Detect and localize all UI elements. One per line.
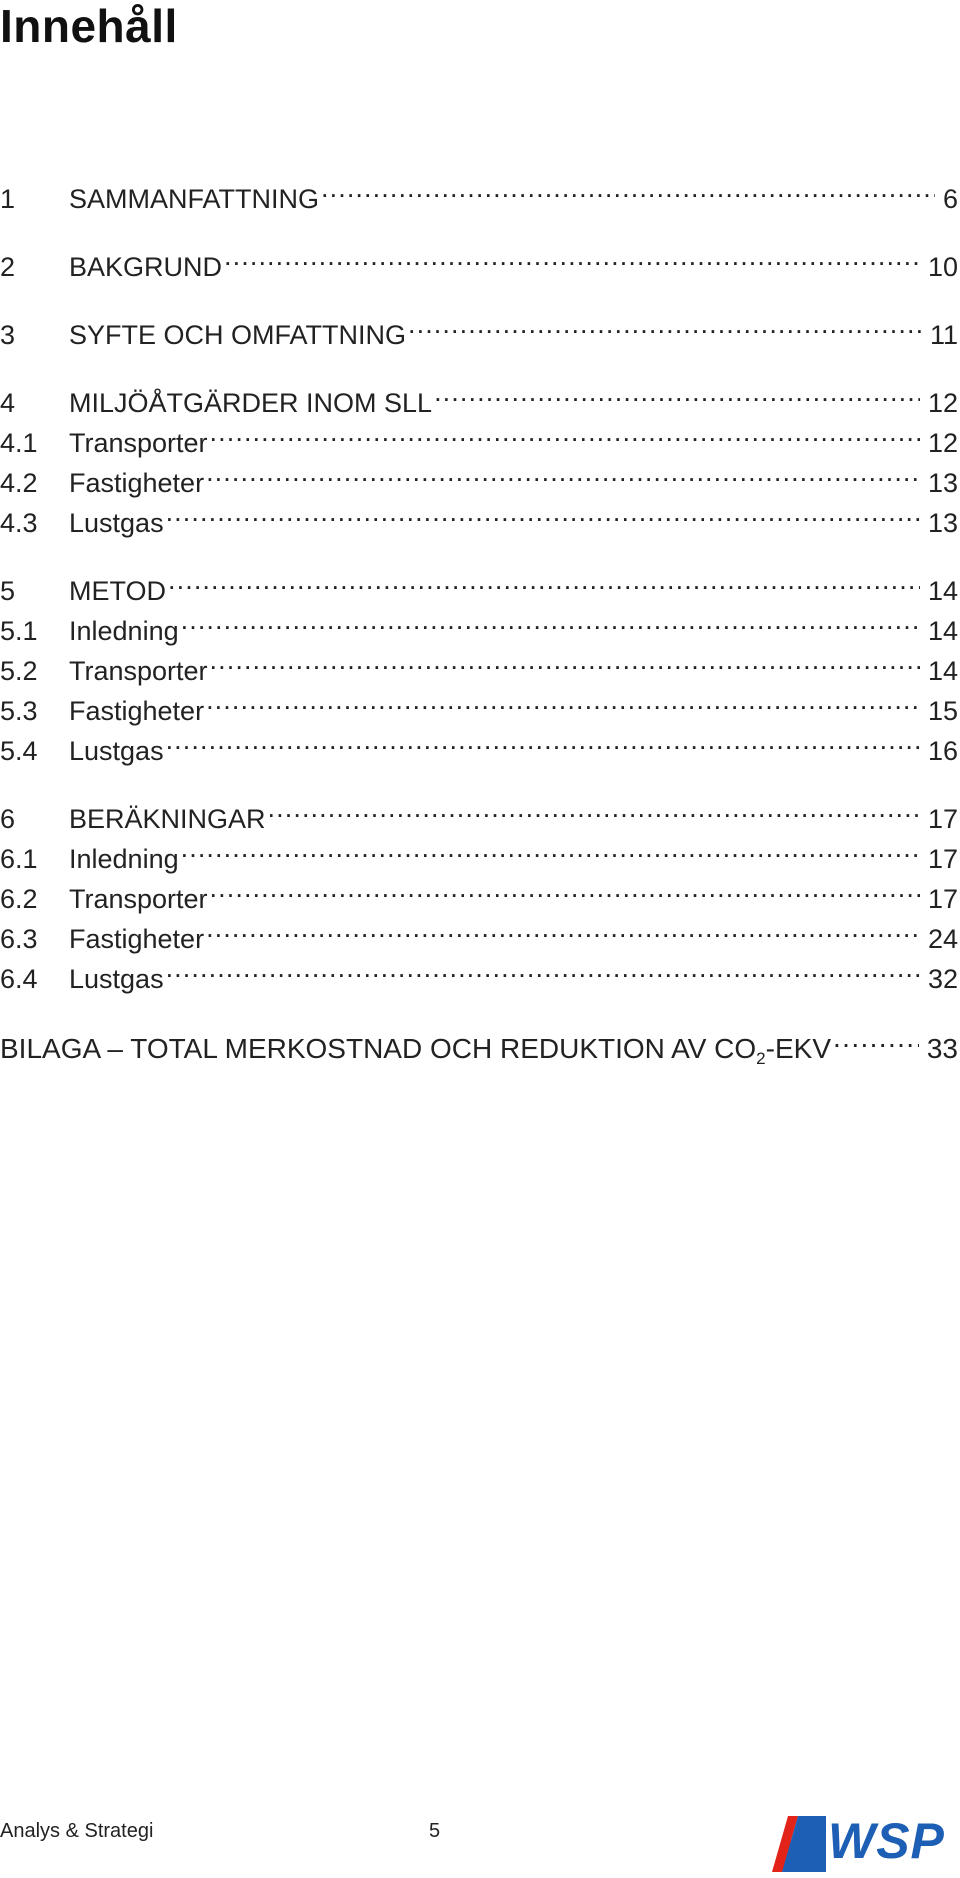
toc-entry-label: Fastigheter (69, 463, 204, 503)
toc-entry-label: Lustgas (69, 731, 164, 771)
toc-dot-leader (208, 640, 920, 680)
toc-entry-number: 6.4 (0, 964, 38, 994)
toc-appendix-page-number: 33 (919, 1029, 958, 1069)
toc-entry-page-number: 17 (920, 879, 958, 919)
toc-dot-leader (204, 680, 920, 720)
toc-dot-leader (432, 372, 920, 412)
toc-entry-label: Inledning (69, 839, 179, 879)
toc-entry[interactable] (0, 372, 958, 418)
toc-entry-label: Transporter (69, 423, 208, 463)
toc-entry-label: METOD (69, 571, 166, 611)
toc-entry[interactable] (0, 560, 958, 606)
toc-entry-label: BAKGRUND (69, 247, 222, 287)
toc-entry[interactable] (0, 492, 958, 538)
toc-dot-leader (319, 168, 935, 208)
toc-entry-page-number: 6 (935, 179, 958, 219)
footer-company-unit: Analys & Strategi (0, 1820, 154, 1842)
toc-entry-number: 2 (0, 252, 16, 282)
toc-appendix-label-main: BILAGA – TOTAL MERKOSTNAD OCH REDUKTION AV CO (0, 1033, 757, 1064)
toc-appendix-label (0, 1029, 831, 1073)
toc-entry[interactable] (0, 948, 958, 994)
footer-page-number: 5 (429, 1820, 441, 1842)
toc-entry-label: SAMMANFATTNING (69, 179, 319, 219)
toc-entry[interactable] (0, 236, 958, 282)
toc-entry[interactable] (0, 908, 958, 954)
toc-entry[interactable] (0, 600, 958, 646)
toc-entry-number: 5 (0, 576, 16, 606)
toc-entry[interactable] (0, 788, 958, 834)
toc-dot-leader (208, 868, 920, 908)
toc-entry[interactable] (0, 412, 958, 458)
toc-entry-page-number: 15 (920, 691, 958, 731)
page-title: Innehåll (0, 0, 178, 52)
toc-entry-number: 6.2 (0, 884, 38, 914)
toc-dot-leader (166, 560, 920, 600)
toc-entry-number: 1 (0, 184, 16, 214)
toc-entry-page-number: 17 (920, 799, 958, 839)
wsp-logo-mark-icon (768, 1812, 830, 1874)
toc-entry-label: Fastigheter (69, 919, 204, 959)
toc-entry-page-number: 16 (920, 731, 958, 771)
toc-entry-label: Fastigheter (69, 691, 204, 731)
toc-entry[interactable] (0, 640, 958, 686)
toc-entry-page-number: 24 (920, 919, 958, 959)
toc-dot-leader (208, 412, 920, 452)
toc-entry-number: 6 (0, 804, 16, 834)
toc-entry-number: 4.3 (0, 508, 38, 538)
wsp-logo (768, 1812, 960, 1874)
toc-dot-leader (164, 948, 920, 988)
toc-entry-number: 4.2 (0, 468, 38, 498)
toc-entry-label: Lustgas (69, 503, 164, 543)
table-of-contents (0, 168, 958, 1068)
toc-entry[interactable] (0, 452, 958, 498)
toc-dot-leader (204, 908, 920, 948)
toc-entry-label: SYFTE OCH OMFATTNING (69, 315, 406, 355)
toc-dot-leader (266, 788, 920, 828)
toc-dot-leader (179, 600, 920, 640)
toc-entry-number: 3 (0, 320, 16, 350)
toc-entry-page-number: 32 (920, 959, 958, 999)
toc-entry[interactable] (0, 828, 958, 874)
toc-entry[interactable] (0, 720, 958, 766)
toc-entry-appendix[interactable] (0, 1018, 958, 1068)
toc-entry-label: Transporter (69, 651, 208, 691)
toc-entry[interactable] (0, 168, 958, 214)
toc-entry-number: 4 (0, 388, 16, 418)
toc-entry-number: 5.4 (0, 736, 38, 766)
toc-entry-number: 5.1 (0, 616, 38, 646)
toc-dot-leader (179, 828, 920, 868)
toc-entry-number: 6.3 (0, 924, 38, 954)
toc-entry-page-number: 14 (920, 571, 958, 611)
toc-entry-page-number: 13 (920, 463, 958, 503)
toc-entry-page-number: 11 (922, 315, 958, 355)
toc-entry-number: 5.3 (0, 696, 38, 726)
toc-entry-number: 5.2 (0, 656, 38, 686)
toc-entry-label: Transporter (69, 879, 208, 919)
toc-entry-page-number: 14 (920, 651, 958, 691)
toc-entry-page-number: 14 (920, 611, 958, 651)
toc-dot-leader (204, 452, 920, 492)
toc-dot-leader (406, 304, 922, 344)
toc-entry-page-number: 17 (920, 839, 958, 879)
toc-entry-page-number: 13 (920, 503, 958, 543)
toc-entry-label: BERÄKNINGAR (69, 799, 266, 839)
toc-entry[interactable] (0, 304, 958, 350)
toc-dot-leader (831, 1018, 919, 1058)
toc-entry-number: 6.1 (0, 844, 38, 874)
toc-appendix-label-tail: -EKV (765, 1033, 831, 1064)
wsp-logo-text: WSP (828, 1813, 945, 1869)
toc-entry-label: MILJÖÅTGÄRDER INOM SLL (69, 383, 432, 423)
toc-entry[interactable] (0, 680, 958, 726)
toc-dot-leader (164, 492, 920, 532)
toc-dot-leader (222, 236, 920, 276)
toc-appendix-label-subscript: 2 (756, 1049, 766, 1068)
toc-entry-page-number: 10 (920, 247, 958, 287)
toc-entry-label: Inledning (69, 611, 179, 651)
toc-entry-page-number: 12 (920, 423, 958, 463)
toc-entry[interactable] (0, 868, 958, 914)
toc-entry-label: Lustgas (69, 959, 164, 999)
toc-entry-page-number: 12 (920, 383, 958, 423)
toc-entry-number: 4.1 (0, 428, 38, 458)
toc-dot-leader (164, 720, 920, 760)
